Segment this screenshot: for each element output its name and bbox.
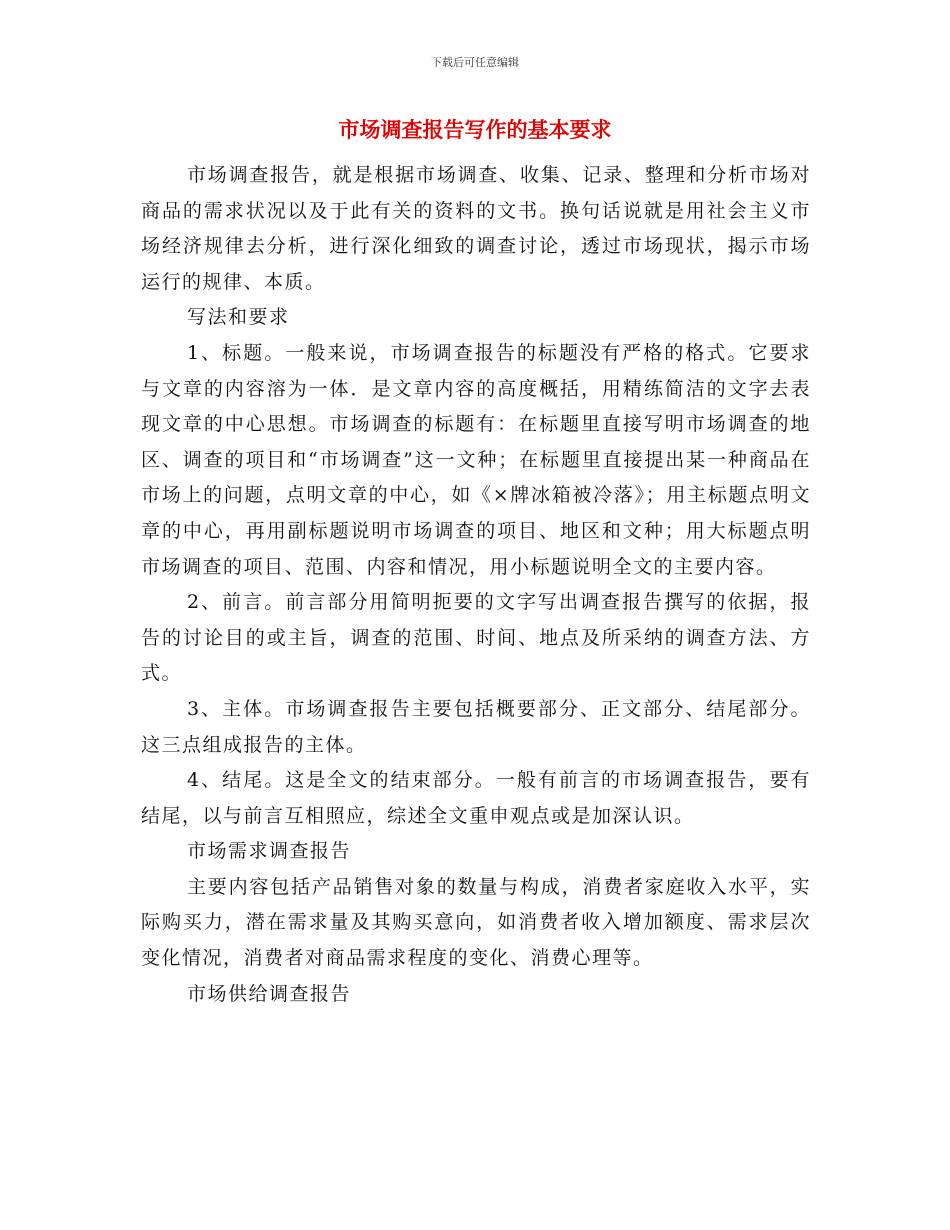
paragraph-title-requirement: 1、标题。一般来说，市场调查报告的标题没有严格的格式。它要求与文章的内容溶为一体．是文章内容的高度概括，用精练简洁的文字去表现文章的中心思想。市场调查的标题有：在标题里直接写明市场调查的地区、调查的项目和“市场调查”这一文种；在标题里直接提出某一种商品在市场上的问题，点明文章的中心，如《×牌冰箱被冷落》；用主标题点明文章的中心，再用副标题说明市场调查的项目、地区和文种；用大标题点明市场调查的项目、范围、内容和情况，用小标题说明全文的主要内容。 bbox=[141, 341, 811, 578]
page-header-note: 下载后可任意编辑 bbox=[431, 56, 519, 69]
section-heading-demand-report: 市场需求调查报告 bbox=[187, 840, 352, 863]
paragraph-preface-requirement: 2、前言。前言部分用简明扼要的文字写出调查报告撰写的依据，报告的讨论目的或主旨，调查的范围、时间、地点及所采纳的调查方法、方式。 bbox=[141, 591, 811, 685]
section-heading-methods: 写法和要求 bbox=[187, 306, 290, 329]
section-heading-supply-report: 市场供给调查报告 bbox=[187, 982, 352, 1005]
paragraph-intro: 市场调查报告，就是根据市场调查、收集、记录、整理和分析市场对商品的需求状况以及于此有关的资料的文书。换句话说就是用社会主义市场经济规律去分析，进行深化细致的调查讨论，透过市场现状，揭示市场运行的规律、本质。 bbox=[141, 164, 811, 293]
document-title: 市场调查报告写作的基本要求 bbox=[338, 118, 612, 142]
paragraph-ending-requirement: 4、结尾。这是全文的结束部分。一般有前言的市场调查报告，要有结尾，以与前言互相照应，综述全文重申观点或是加深认识。 bbox=[141, 769, 811, 827]
paragraph-demand-report: 主要内容包括产品销售对象的数量与构成，消费者家庭收入水平，实际购买力，潜在需求量及其购买意向，如消费者收入增加额度、需求层次变化情况，消费者对商品需求程度的变化、消费心理等。 bbox=[141, 875, 811, 970]
document-body bbox=[141, 158, 811, 1012]
paragraph-main-body-requirement: 3、主体。市场调查报告主要包括概要部分、正文部分、结尾部分。这三点组成报告的主体。 bbox=[141, 697, 811, 756]
